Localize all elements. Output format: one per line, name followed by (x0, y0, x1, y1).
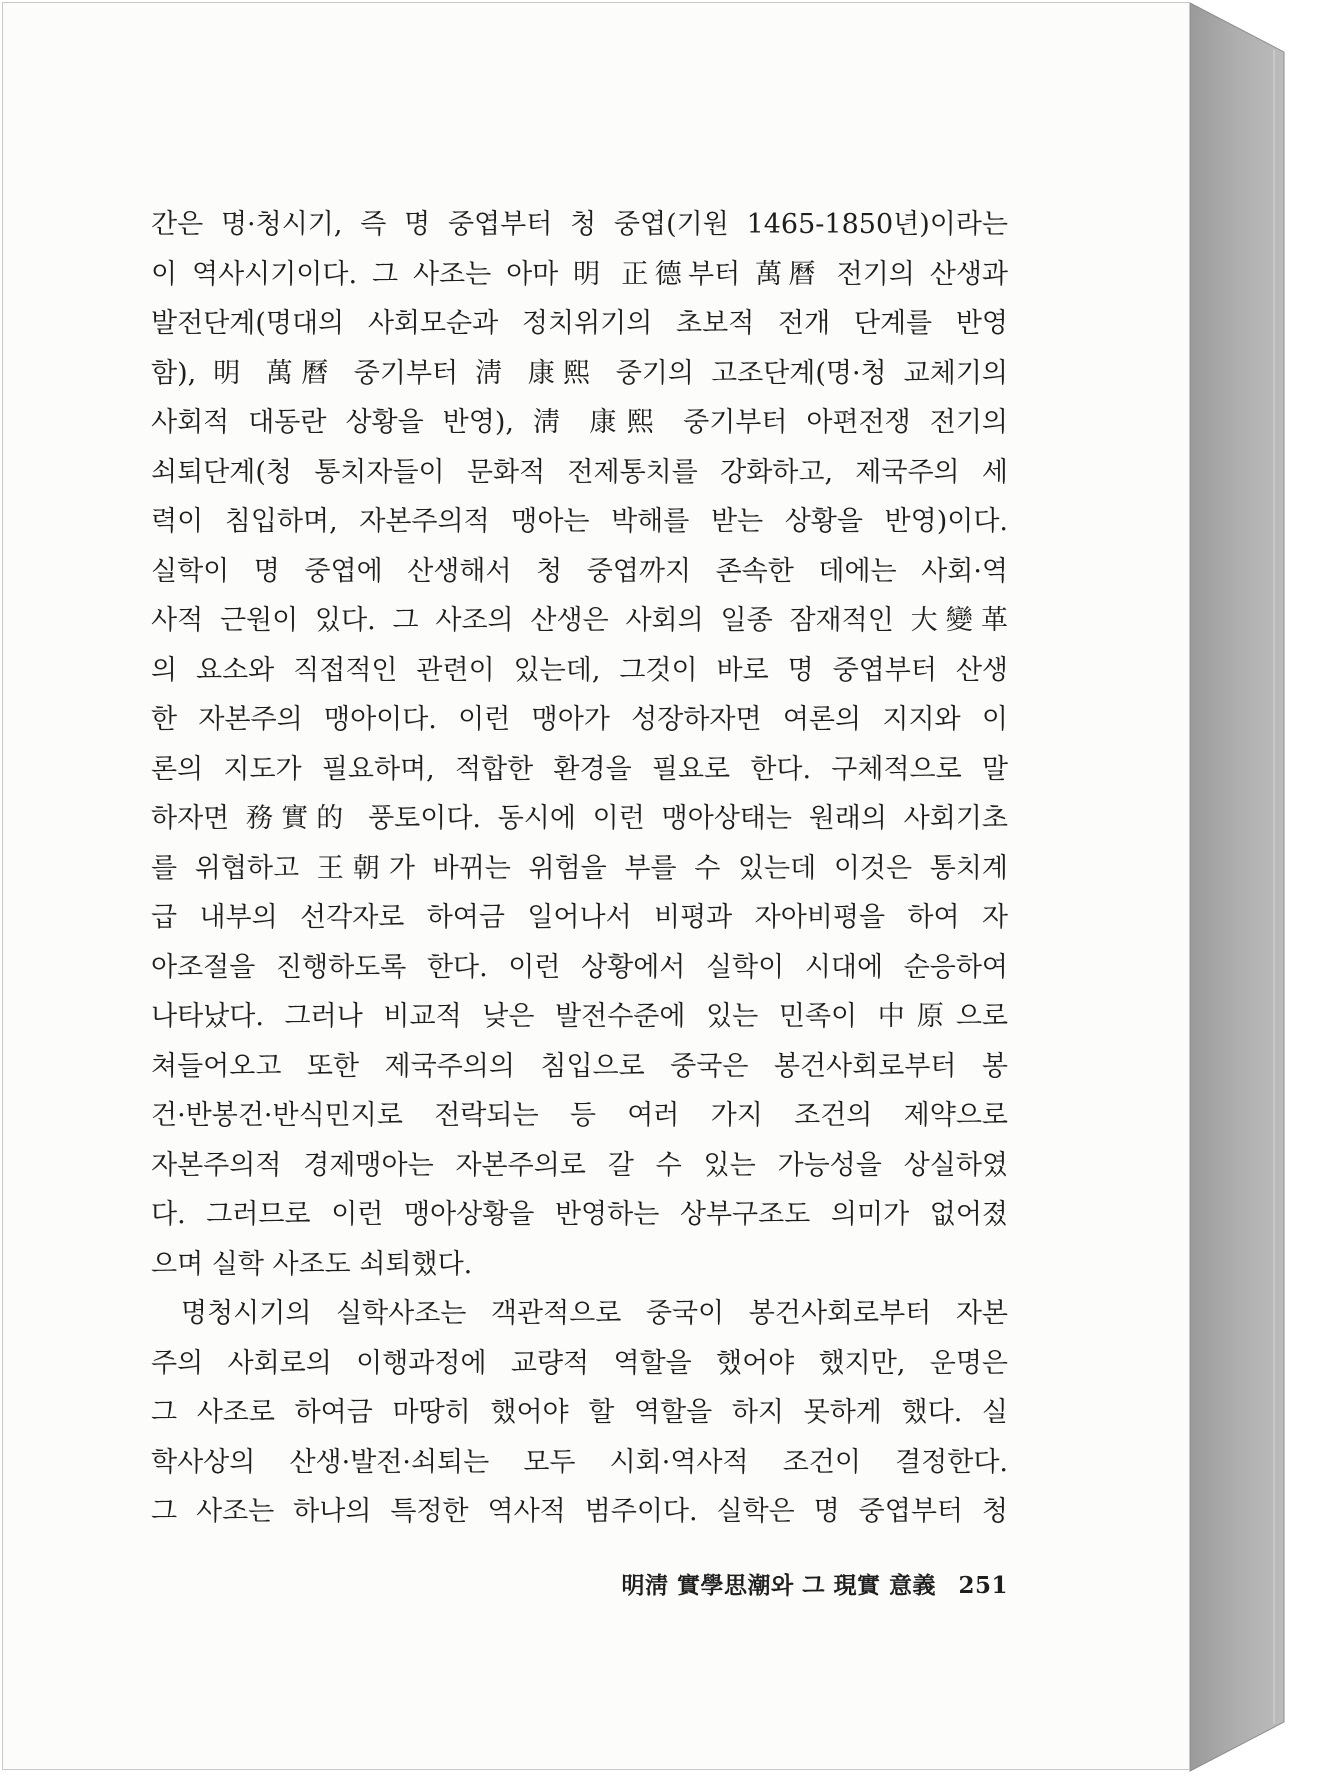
text-line: 를 위협하고 王朝가 바뀌는 위험을 부를 수 있는데 이것은 통치계 (151, 852, 1008, 884)
text-line: 하자면 務實的 풍토이다. 동시에 이런 맹아상태는 원래의 사회기초 (151, 803, 1008, 834)
text-line: 의 요소와 직접적인 관련이 있는데, 그것이 바로 명 중엽부터 산생 (151, 654, 1008, 686)
text-line: 다. 그러므로 이런 맹아상황을 반영하는 상부구조도 의미가 없어졌 (151, 1199, 1008, 1230)
text-line: 자본주의적 경제맹아는 자본주의로 갈 수 있는 가능성을 상실하였 (151, 1149, 1008, 1181)
text-line: 건·반봉건·반식민지로 전락되는 등 여러 가지 조건의 제약으로 (151, 1100, 1008, 1131)
text-line: 명청시기의 실학사조는 객관적으로 중국이 봉건사회로부터 자본 (181, 1298, 1008, 1329)
text-line: 으며 실학 사조도 쇠퇴했다. (151, 1248, 473, 1280)
text-line: 사적 근원이 있다. 그 사조의 산생은 사회의 일종 잠재적인 大變革 (151, 605, 1008, 636)
body-text (151, 200, 1008, 1537)
text-line: 학사상의 산생·발전·쇠퇴는 모두 시회·역사적 조건이 결정한다. (151, 1446, 1008, 1478)
paragraph (151, 200, 1008, 1289)
text-line: 발전단계(명대의 사회모순과 정치위기의 초보적 전개 단계를 반영 (151, 308, 1008, 339)
text-line: 이 역사시기이다. 그 사조는 아마 明 正德부터 萬曆 전기의 산생과 (151, 258, 1008, 290)
text-line: 실학이 명 중엽에 산생해서 청 중엽까지 존속한 데에는 사회·역 (151, 555, 1008, 587)
text-line: 한 자본주의 맹아이다. 이런 맹아가 성장하자면 여론의 지지와 이 (151, 704, 1008, 735)
text-line: 그 사조로 하여금 마땅히 했어야 할 역할을 하지 못하게 했다. 실 (151, 1397, 1008, 1428)
text-line: 주의 사회로의 이행과정에 교량적 역할을 했어야 했지만, 운명은 (151, 1347, 1008, 1379)
text-line: 급 내부의 선각자로 하여금 일어나서 비평과 자아비평을 하여 자 (151, 902, 1008, 933)
book-spine-side (1190, 3, 1284, 1771)
text-line: 론의 지도가 필요하며, 적합한 환경을 필요로 한다. 구체적으로 말 (151, 753, 1008, 785)
text-line: 그 사조는 하나의 특정한 역사적 범주이다. 실학은 명 중엽부터 청 (151, 1496, 1008, 1527)
text-line: 나타났다. 그러나 비교적 낮은 발전수준에 있는 민족이 中原으로 (151, 1001, 1008, 1032)
running-head: 明淸 實學思潮와 그 現實 意義 (621, 1572, 936, 1599)
text-line: 사회적 대동란 상황을 반영), 淸 康熙 중기부터 아편전쟁 전기의 (151, 407, 1008, 438)
page-footer (620, 1567, 1008, 1600)
text-line: 력이 침입하며, 자본주의적 맹아는 박해를 받는 상황을 반영)이다. (151, 506, 1008, 537)
paragraph (151, 1289, 1008, 1537)
text-line: 간은 명·청시기, 즉 명 중엽부터 청 중엽(기원 1465-1850년)이라는 (151, 209, 1008, 240)
text-line: 아조절을 진행하도록 한다. 이런 상황에서 실학이 시대에 순응하여 (151, 951, 1008, 983)
text-line: 쳐들어오고 또한 제국주의의 침입으로 중국은 봉건사회로부터 봉 (151, 1050, 1008, 1082)
text-line: 쇠퇴단계(청 통치자들이 문화적 전제통치를 강화하고, 제국주의 세 (151, 456, 1008, 488)
page-number: 251 (958, 1572, 1008, 1599)
text-line: 함), 明 萬曆 중기부터 淸 康熙 중기의 고조단계(명·청 교체기의 (151, 357, 1008, 389)
